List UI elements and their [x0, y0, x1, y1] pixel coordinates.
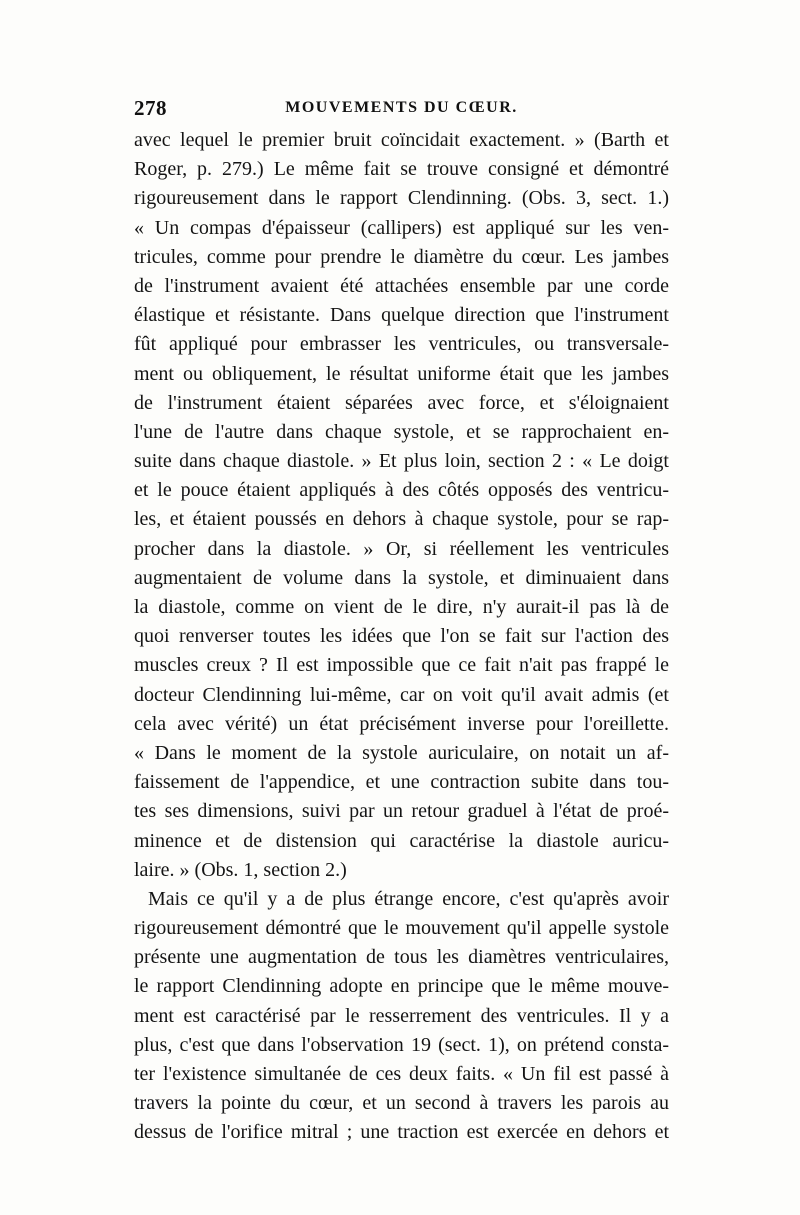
body-text: [134, 126, 669, 1148]
text-line: rigoureusement démontré que le mouvement qu'il appelle systole: [134, 917, 669, 940]
text-line: ment ou obliquement, le résultat uniforme était que les jambes: [134, 362, 669, 385]
text-line: augmentaient de volume dans la systole, et diminuaient dans: [134, 566, 669, 589]
text-line: suite dans chaque diastole. » Et plus loin, section 2 : « Le doigt: [134, 450, 669, 473]
text-line: ter l'existence simultanée de ces deux faits. « Un fil est passé à: [134, 1063, 669, 1085]
text-line: l'une de l'autre dans chaque systole, et se rapprochaient en-: [134, 420, 669, 443]
text-line: « Un compas d'épaisseur (callipers) est appliqué sur les ven-: [134, 216, 669, 239]
text-line: muscles creux ? Il est impossible que ce fait n'ait pas frappé le: [134, 654, 669, 677]
text-line: cela avec vérité) un état précisément inverse pour l'oreillette.: [134, 712, 669, 735]
text-line: dessus de l'orifice mitral ; une traction est exercée en dehors et: [134, 1121, 669, 1144]
text-line: et le pouce étaient appliqués à des côtés opposés des ventricu-: [134, 479, 669, 502]
text-line: travers la pointe du cœur, et un second à travers les parois au: [134, 1092, 669, 1115]
text-line: fût appliqué pour embrasser les ventricules, ou transversale-: [134, 333, 669, 356]
text-line: minence et de distension qui caractérise la diastole auricu-: [134, 829, 669, 852]
text-line: les, et étaient poussés en dehors à chaque systole, pour se rap-: [134, 508, 669, 531]
text-line: ment est caractérisé par le resserrement des ventricules. Il y a: [134, 1004, 669, 1027]
text-line: « Dans le moment de la systole auriculaire, on notait un af-: [134, 741, 669, 764]
text-line: élastique et résistante. Dans quelque direction que l'instrument: [134, 304, 669, 327]
text-line: présente une augmentation de tous les diamètres ventriculaires,: [134, 946, 669, 969]
text-line: laire. » (Obs. 1, section 2.): [134, 858, 347, 881]
text-line: faissement de l'appendice, et une contraction subite dans tou-: [134, 771, 669, 794]
page-header: [134, 96, 669, 126]
text-line: le rapport Clendinning adopte en principe que le même mouve-: [134, 975, 669, 998]
text-line: Roger, p. 279.) Le même fait se trouve consigné et démontré: [134, 158, 669, 181]
text-line: avec lequel le premier bruit coïncidait exactement. » (Barth et: [134, 129, 669, 151]
text-line: tricules, comme pour prendre le diamètre du cœur. Les jambes: [134, 245, 669, 268]
page-number: 278: [134, 96, 167, 120]
text-line: Mais ce qu'il y a de plus étrange encore, c'est qu'après avoir: [148, 887, 669, 910]
text-line: procher dans la diastole. » Or, si réellement les ventricules: [134, 537, 669, 560]
text-line: de l'instrument avaient été attachées ensemble par une corde: [134, 274, 669, 297]
text-line: rigoureusement dans le rapport Clendinning. (Obs. 3, sect. 1.): [134, 187, 669, 210]
text-line: de l'instrument étaient séparées avec force, et s'éloignaient: [134, 391, 669, 414]
text-line: la diastole, comme on vient de le dire, n'y aurait-il pas là de: [134, 596, 669, 618]
text-line: plus, c'est que dans l'observation 19 (sect. 1), on prétend consta-: [134, 1033, 669, 1056]
running-title: MOUVEMENTS DU CŒUR.: [285, 99, 518, 116]
text-line: quoi renverser toutes les idées que l'on se fait sur l'action des: [134, 625, 669, 648]
text-line: tes ses dimensions, suivi par un retour graduel à l'état de proé-: [134, 800, 669, 823]
text-line: docteur Clendinning lui-même, car on voit qu'il avait admis (et: [134, 683, 669, 706]
